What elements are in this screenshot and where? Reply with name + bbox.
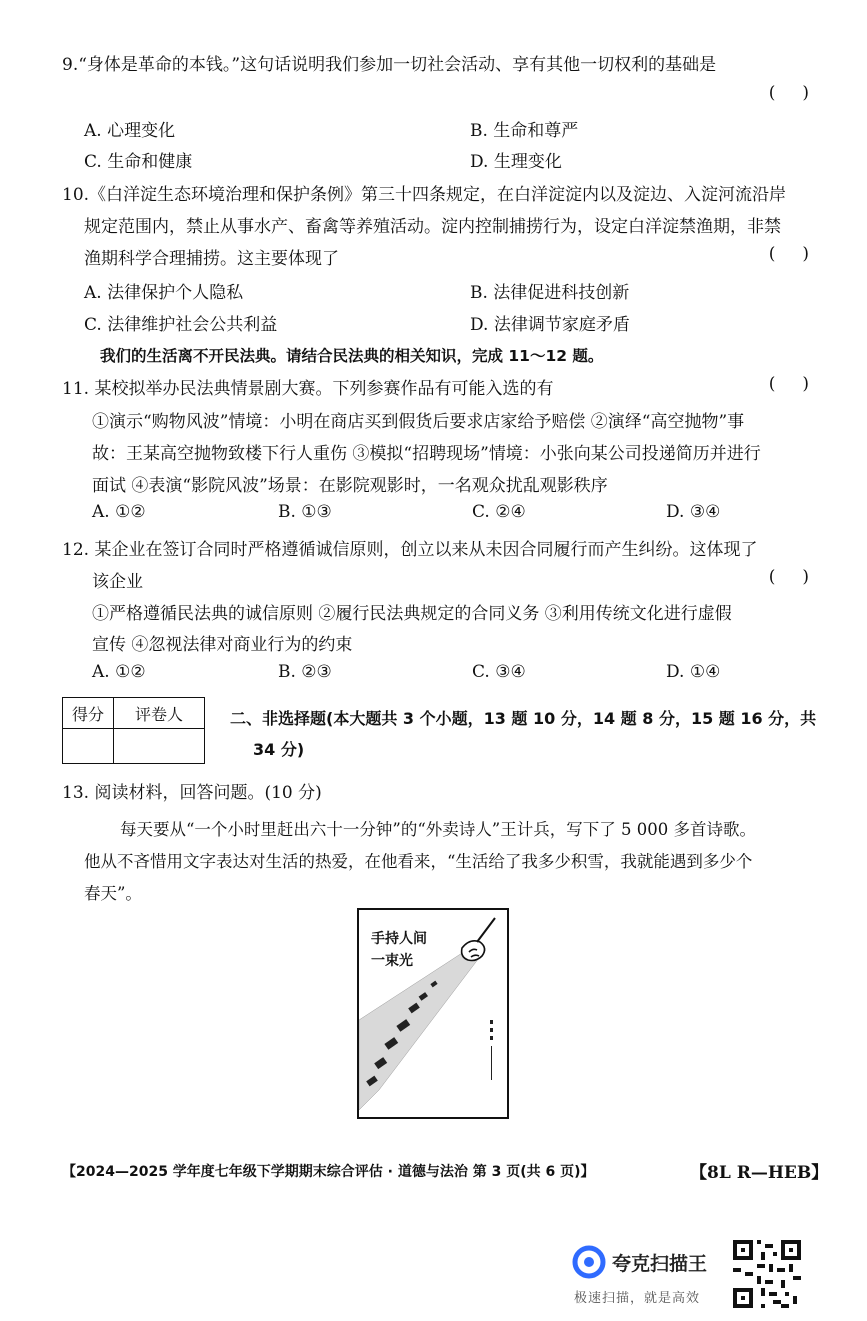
paper-code: 【8L R—HEB】 — [690, 1163, 829, 1183]
q9-option-c: C. 生命和健康 — [84, 152, 193, 172]
q12-stem: 12. 某企业在签订合同时严格遵循诚信原则，创立以来从未因合同履行而产生纠纷。这体现了 — [62, 540, 758, 560]
cover-author-mark — [490, 1020, 493, 1080]
q9-option-b: B. 生命和尊严 — [470, 121, 579, 141]
q9-answer-bracket: ( ) — [768, 83, 809, 103]
hand-pen-icon — [462, 918, 495, 961]
q11-option-d: D. ③④ — [666, 502, 721, 522]
q9-option-d: D. 生理变化 — [470, 152, 562, 172]
score-header: 得分 — [63, 698, 114, 729]
score-table — [62, 697, 205, 764]
section-2-title-line-2: 34 分) — [253, 740, 305, 759]
intro-11-12: 我们的生活离不开民法典。请结合民法典的相关知识，完成 11～12 题。 — [100, 347, 604, 365]
q13-passage-line-2: 他从不吝惜用文字表达对生活的热爱，在他看来，“生活给了我多少积雪，我就能遇到多少个 — [84, 852, 753, 871]
q11-option-c: C. ②④ — [472, 502, 526, 522]
q11-option-a: A. ①② — [92, 502, 146, 522]
q10-answer-bracket: ( ) — [768, 244, 809, 264]
q12-option-a: A. ①② — [92, 662, 146, 682]
q9-stem: 9.“身体是革命的本钱。”这句话说明我们参加一切社会活动、享有其他一切权利的基础是 — [62, 55, 717, 75]
section-2-title: 二、非选择题(本大题共 3 个小题，13 题 10 分，14 题 8 分，15 题 16 分，共 — [230, 709, 817, 728]
q10-option-d: D. 法律调节家庭矛盾 — [470, 315, 630, 335]
q12-answer-bracket: ( ) — [768, 567, 809, 587]
score-cell[interactable] — [63, 729, 114, 764]
q11-answer-bracket: ( ) — [768, 374, 809, 394]
q13-stem: 13. 阅读材料，回答问题。(10 分) — [62, 783, 322, 803]
q12-stem-line-2: 该企业 — [92, 572, 143, 592]
q12-item-line-1: ①严格遵循民法典的诚信原则 ②履行民法典规定的合同义务 ③利用传统文化进行虚假 — [92, 604, 732, 624]
cover-light-strip — [359, 942, 485, 1110]
page-footer: 【2024—2025 学年度七年级下学期期末综合评估 · 道德与法治 第 3 页(共 6 页)】 — [62, 1164, 595, 1180]
q12-option-c: C. ③④ — [472, 662, 526, 682]
book-cover-art — [359, 910, 507, 1117]
book-cover-image — [357, 908, 509, 1119]
q12-option-d: D. ①④ — [666, 662, 721, 682]
grader-cell[interactable] — [114, 729, 205, 764]
q10-line-2: 规定范围内，禁止从事水产、畜禽等养殖活动。淀内控制捕捞行为，设定白洋淀禁渔期，非禁 — [84, 217, 781, 237]
q12-item-line-2: 宣传 ④忽视法律对商业行为的约束 — [92, 635, 353, 655]
q11-item-line-3: 面试 ④表演“影院风波”场景：在影院观影时，一名观众扰乱观影秩序 — [92, 476, 608, 496]
book-cover-title: 手持人间 一束光 — [371, 931, 427, 969]
scanner-logo-icon — [572, 1245, 606, 1279]
q12-option-b: B. ②③ — [278, 662, 332, 682]
scanner-slogan: 极速扫描，就是高效 — [574, 1291, 701, 1306]
q11-stem: 11. 某校拟举办民法典情景剧大赛。下列参赛作品有可能入选的有 — [62, 379, 554, 399]
q10-option-b: B. 法律促进科技创新 — [470, 283, 630, 303]
q10-line-1: 10.《白洋淀生态环境治理和保护条例》第三十四条规定，在白洋淀淀内以及淀边、入淀河流沿岸 — [62, 185, 787, 205]
q10-option-a: A. 法律保护个人隐私 — [84, 283, 244, 303]
q9-option-a: A. 心理变化 — [84, 121, 176, 141]
q13-passage-line-3: 春天”。 — [84, 884, 142, 903]
q13-passage-line-1: 每天要从“一个小时里赶出六十一分钟”的“外卖诗人”王计兵，写下了 5 000 多首诗歌。 — [120, 820, 756, 839]
q11-option-b: B. ①③ — [278, 502, 332, 522]
q10-option-c: C. 法律维护社会公共利益 — [84, 315, 278, 335]
q10-line-3: 渔期科学合理捕捞。这主要体现了 — [84, 249, 339, 269]
qr-code-icon — [733, 1240, 801, 1308]
q11-item-line-1: ①演示“购物风波”情境：小明在商店买到假货后要求店家给予赔偿 ②演绎“高空抛物”事 — [92, 412, 745, 432]
grader-header: 评卷人 — [114, 698, 205, 729]
scanner-brand: 夸克扫描王 — [612, 1253, 708, 1275]
q11-item-line-2: 故：王某高空抛物致楼下行人重伤 ③模拟“招聘现场”情境：小张向某公司投递简历并进行 — [92, 444, 761, 464]
